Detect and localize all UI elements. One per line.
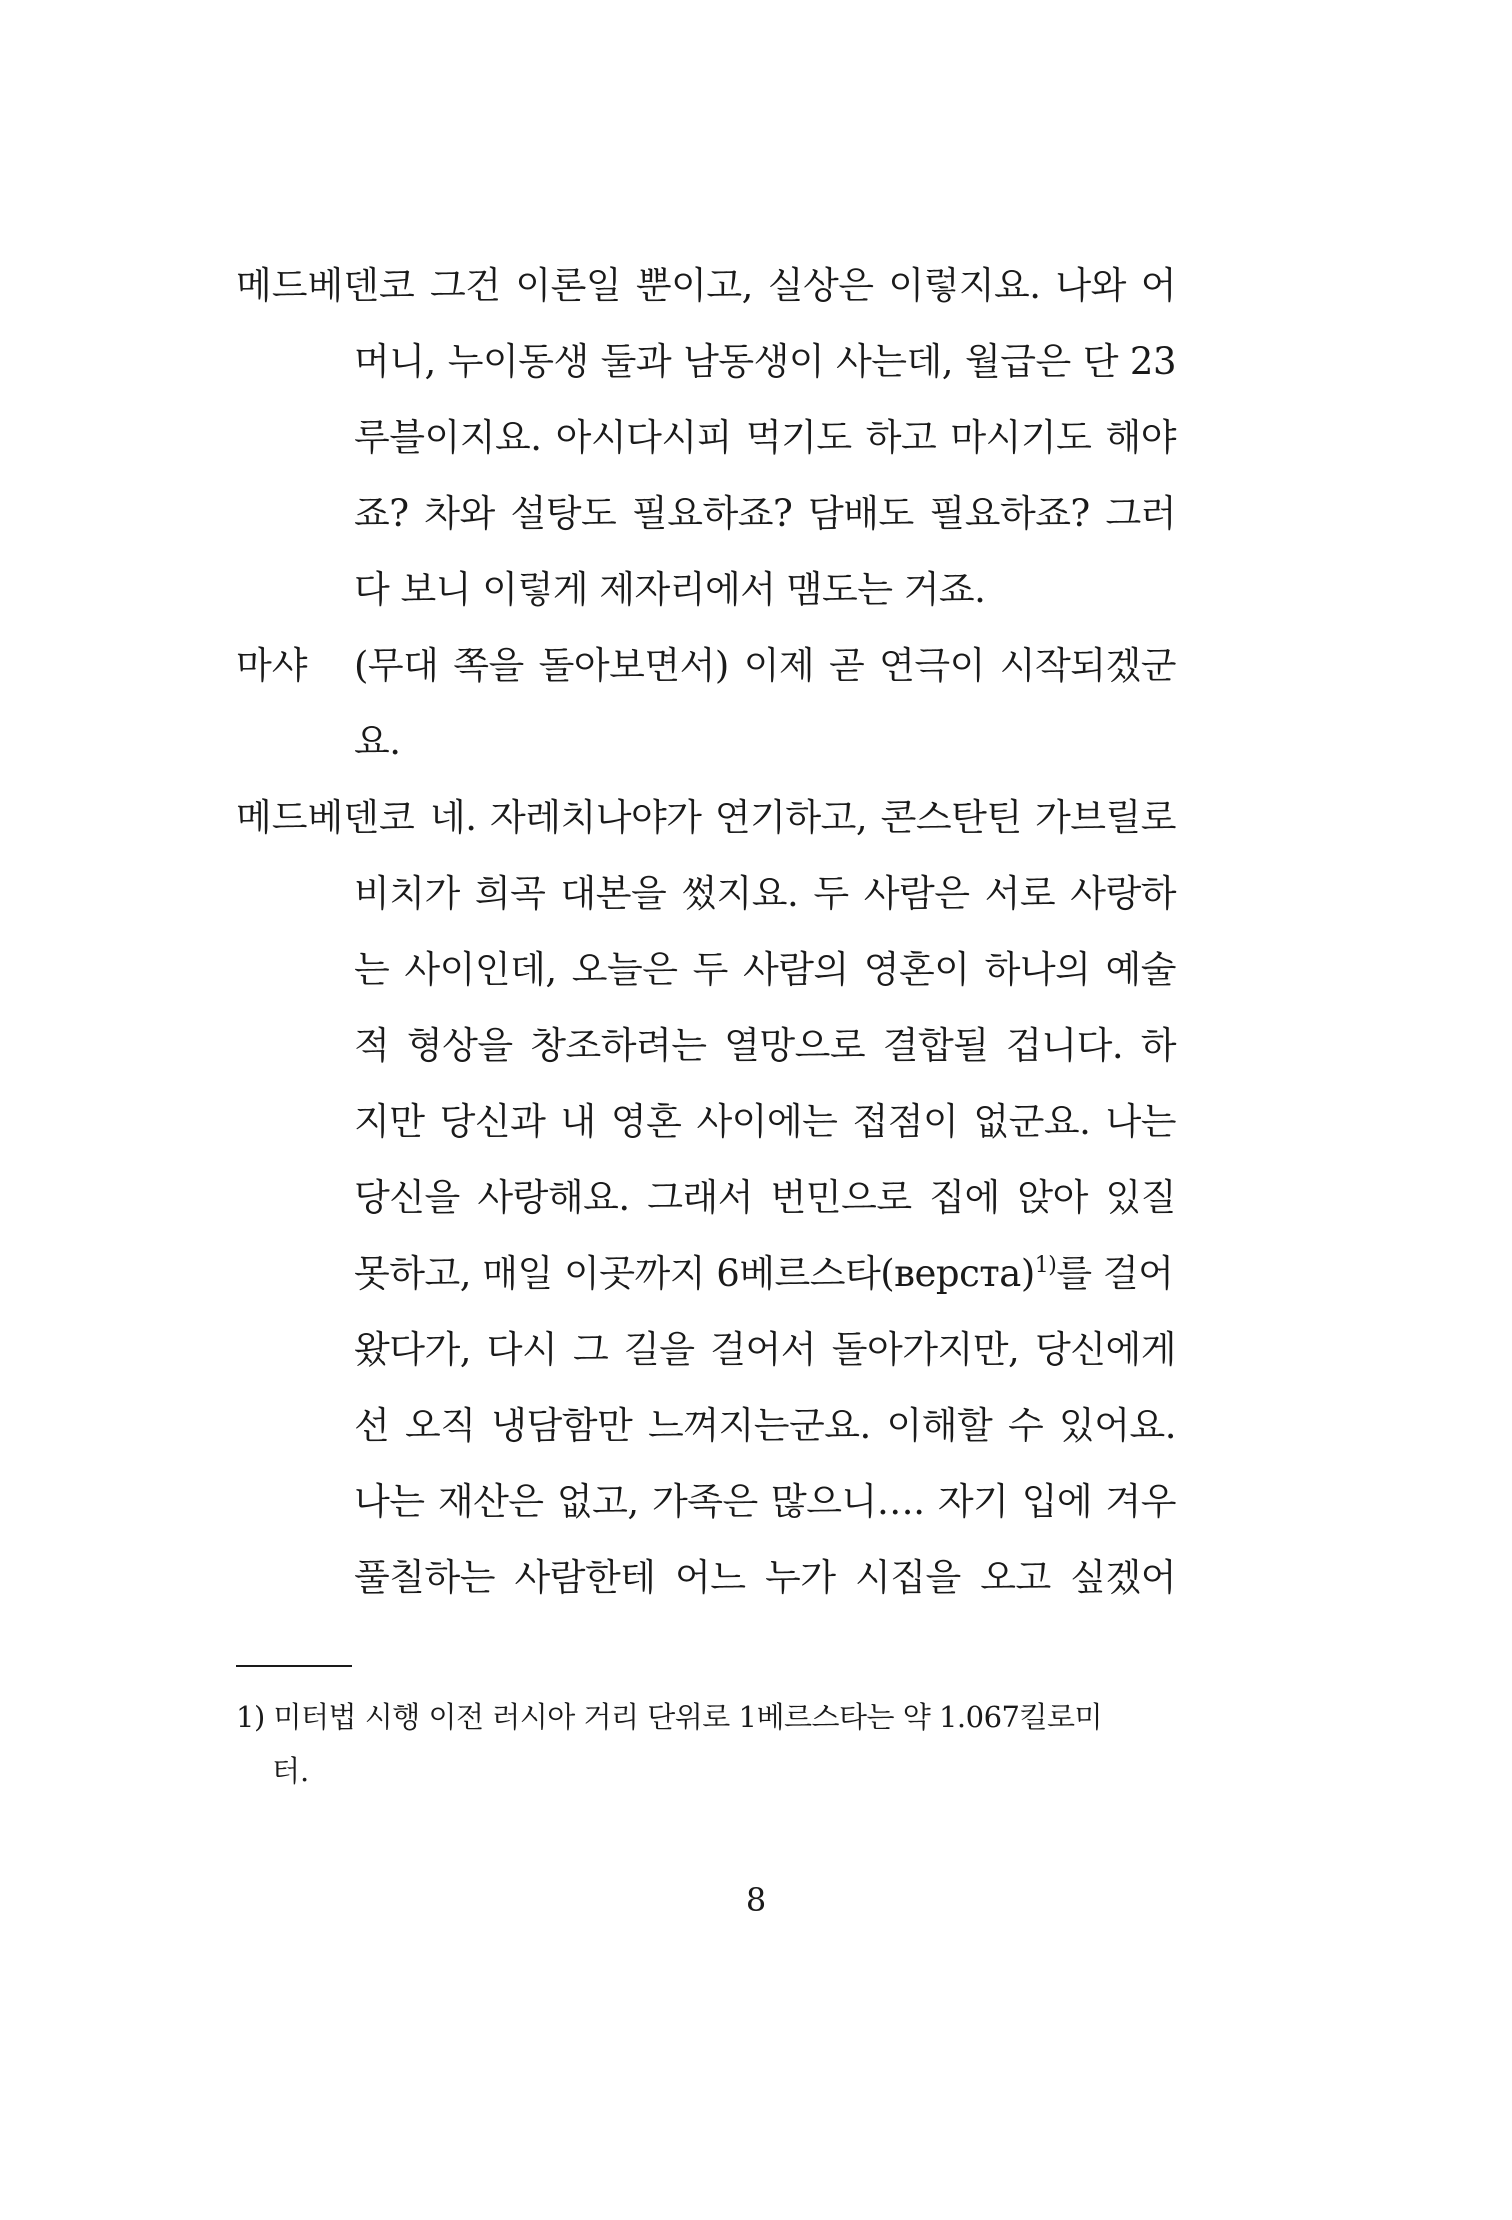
- dialogue-line: 루블이지요. 아시다시피 먹기도 하고 마시기도 해야: [354, 416, 1176, 459]
- dialogue-line: (무대 쪽을 돌아보면서) 이제 곧 연극이 시작되겠군: [354, 644, 1176, 687]
- dialogue-line: 비치가 희곡 대본을 썼지요. 두 사람은 서로 사랑하: [354, 872, 1176, 915]
- dialogue-line: 머니, 누이동생 둘과 남동생이 사는데, 월급은 단 23: [354, 340, 1176, 383]
- dialogue-block: [236, 248, 1176, 1616]
- dialogue-line: 네. 자레치나야가 연기하고, 콘스탄틴 가브릴로: [430, 796, 1176, 839]
- footnote-line: 터.: [272, 1754, 310, 1788]
- speaker-name: 메드베덴코: [236, 264, 415, 307]
- dialogue-line: 선 오직 냉담함만 느껴지는군요. 이해할 수 있어요.: [354, 1404, 1176, 1447]
- dialogue-line: 지만 당신과 내 영혼 사이에는 접점이 없군요. 나는: [354, 1100, 1176, 1143]
- dialogue-line-text-after-ref: 를 걸어: [1056, 1252, 1174, 1295]
- dialogue-line: 왔다가, 다시 그 길을 걸어서 돌아가지만, 당신에게: [354, 1328, 1176, 1371]
- dialogue-line-text: 못하고, 매일 이곳까지 6베르스타(верста): [354, 1252, 1035, 1295]
- dialogue-entry: [236, 248, 1176, 628]
- dialogue-line: 요.: [354, 720, 401, 763]
- page-number: 8: [745, 1881, 767, 1919]
- dialogue-entry: [236, 628, 1176, 780]
- footnote-separator: [236, 1665, 352, 1667]
- dialogue-line: 는 사이인데, 오늘은 두 사람의 영혼이 하나의 예술: [354, 948, 1176, 991]
- dialogue-line: 나는 재산은 없고, 가족은 많으니…. 자기 입에 겨우: [354, 1480, 1176, 1523]
- dialogue-line: 다 보니 이렇게 제자리에서 맴도는 거죠.: [354, 568, 986, 611]
- dialogue-line: 그건 이론일 뿐이고, 실상은 이렇지요. 나와 어: [430, 264, 1176, 307]
- dialogue-line: 죠? 차와 설탕도 필요하죠? 담배도 필요하죠? 그러: [354, 492, 1176, 535]
- dialogue-line: 당신을 사랑해요. 그래서 번민으로 집에 앉아 있질: [354, 1176, 1176, 1219]
- dialogue-entry: [236, 780, 1176, 1616]
- speaker-name: 메드베덴코: [236, 796, 415, 839]
- dialogue-line-with-footnote: [236, 1236, 1176, 1312]
- footnote-reference[interactable]: 1): [1034, 1253, 1057, 1278]
- footnote-line: 1) 미터법 시행 이전 러시아 거리 단위로 1베르스타는 약 1.067킬로미: [236, 1700, 1103, 1734]
- dialogue-line: 적 형상을 창조하려는 열망으로 결합될 겁니다. 하: [354, 1024, 1176, 1067]
- speaker-name: 마샤: [236, 644, 308, 687]
- footnote: [236, 1690, 1176, 1798]
- dialogue-line: 풀칠하는 사람한테 어느 누가 시집을 오고 싶겠어: [354, 1556, 1176, 1599]
